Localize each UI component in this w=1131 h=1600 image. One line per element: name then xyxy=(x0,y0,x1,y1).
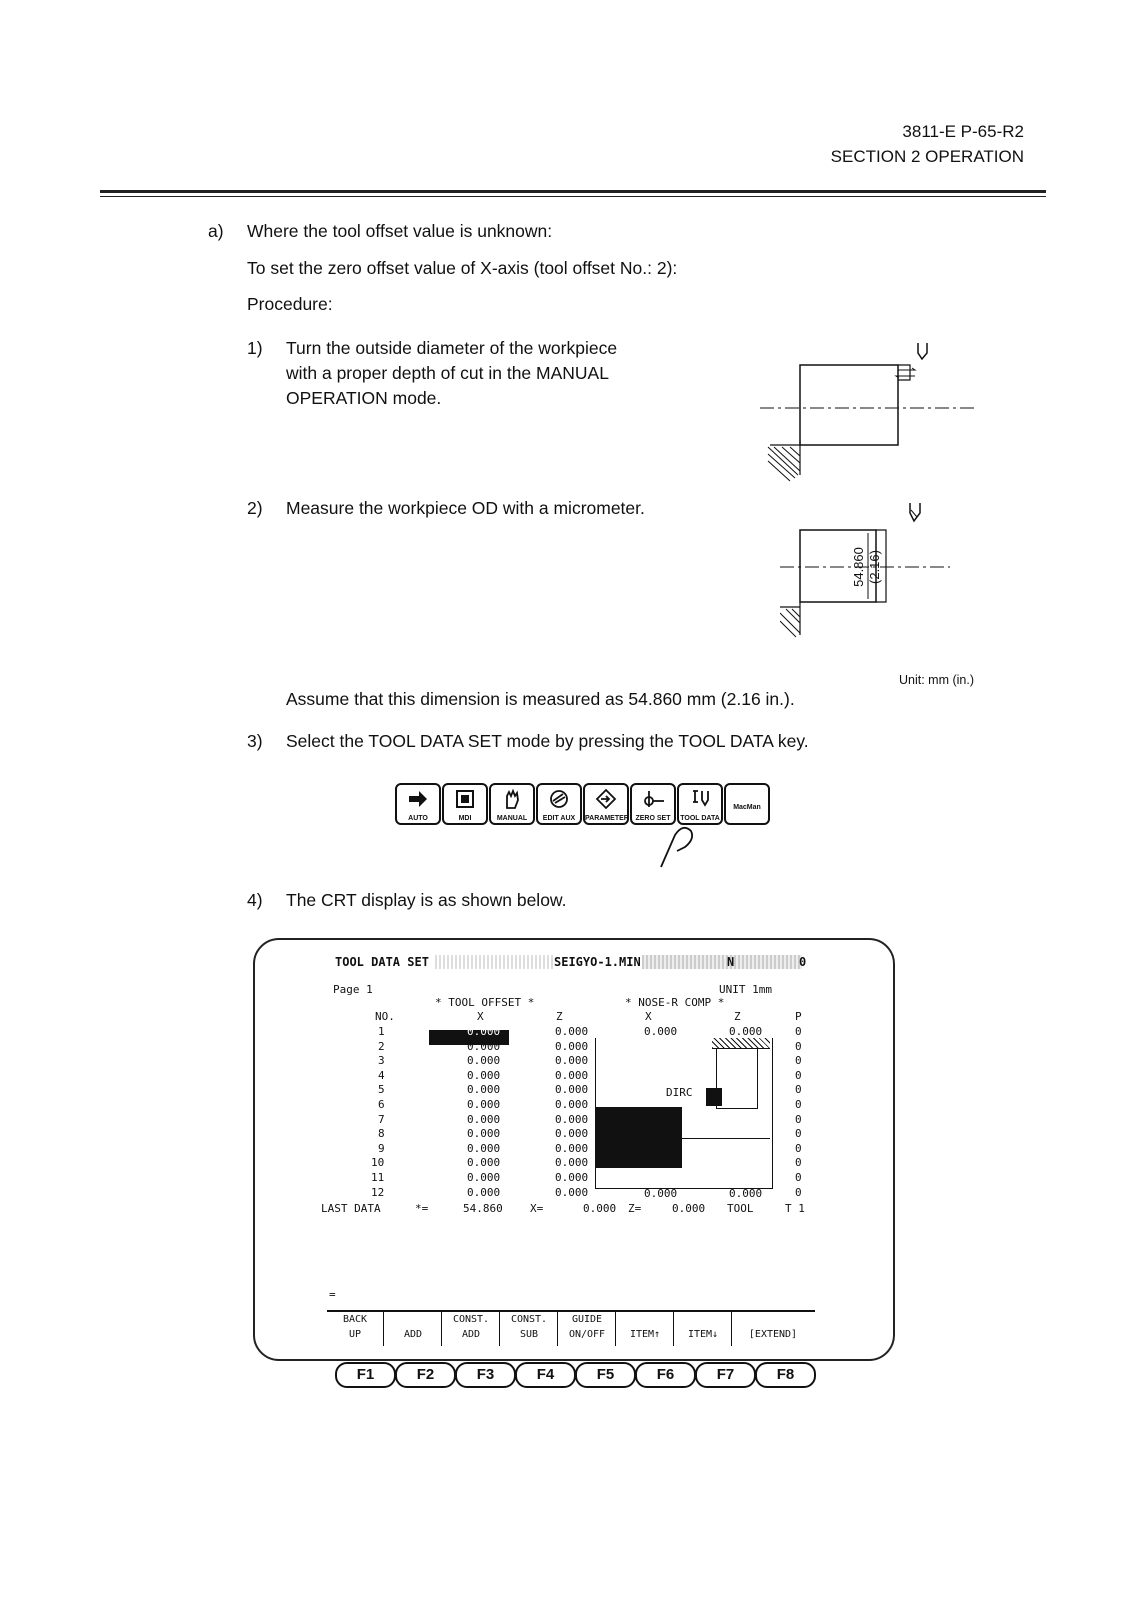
row-p: 0 xyxy=(795,1127,802,1141)
step3-number: 3) xyxy=(247,731,263,751)
row-no: 11 xyxy=(371,1171,385,1184)
nose-x-last: 0.000 xyxy=(644,1187,678,1200)
row-z: 0.000 xyxy=(555,1054,589,1068)
row-p: 0 xyxy=(795,1112,802,1126)
last-z-label: Z= xyxy=(628,1202,642,1215)
softkey-const-add[interactable]: CONST. ADD xyxy=(443,1312,500,1346)
last-data-value: 54.860 xyxy=(463,1202,503,1215)
row-x: 0.000 xyxy=(467,1171,501,1184)
case-line2: To set the zero offset value of X-axis (tool offset No.: 2): xyxy=(247,258,678,278)
tool-data-key[interactable]: TOOL DATA xyxy=(677,783,723,825)
edit-icon xyxy=(548,789,570,809)
row-p: 0 xyxy=(795,1054,802,1068)
row-no: 9 xyxy=(378,1141,385,1155)
row-x: 0.000 xyxy=(467,1039,501,1053)
manual-key[interactable]: MANUAL xyxy=(489,783,535,825)
row-x: 0.000 xyxy=(467,1083,501,1097)
tool-holder xyxy=(716,1048,758,1109)
crt-display xyxy=(253,938,895,1361)
f6-key[interactable]: F6 xyxy=(635,1362,696,1388)
row-z: 0.000 xyxy=(555,1171,589,1184)
nose-z-first: 0.000 xyxy=(729,1025,763,1038)
dim-mm: 54.860 xyxy=(851,547,866,587)
row-p: 0 xyxy=(795,1083,802,1097)
tool-tip xyxy=(706,1088,722,1106)
crt-group-nose: * NOSE-R COMP * xyxy=(625,996,725,1009)
workpiece-block xyxy=(596,1107,682,1168)
nose-z-last: 0.000 xyxy=(729,1187,763,1200)
case-marker: a) xyxy=(208,221,224,241)
parameter-key[interactable]: PARAMETER xyxy=(583,783,629,825)
softkey-bar xyxy=(327,1310,815,1346)
row-no: 12 xyxy=(371,1185,385,1199)
axis-line xyxy=(682,1138,770,1139)
last-data-label: LAST DATA xyxy=(321,1202,381,1215)
row-no: 1 xyxy=(378,1025,385,1038)
unit-note: Unit: mm (in.) xyxy=(899,673,974,687)
row-p: 0 xyxy=(795,1171,802,1184)
crt-title: TOOL DATA SET xyxy=(335,955,429,969)
col-x: X xyxy=(477,1010,484,1023)
zero-set-icon xyxy=(640,789,666,809)
keyboard-icon xyxy=(455,789,475,809)
header-rule xyxy=(100,190,1046,193)
step1-number: 1) xyxy=(247,338,263,358)
last-tool-value: T 1 xyxy=(785,1202,805,1215)
crt-n-value: 0 xyxy=(799,955,807,969)
row-x: 0.000 xyxy=(467,1025,501,1038)
step2-number: 2) xyxy=(247,498,263,518)
row-no: 10 xyxy=(371,1156,385,1170)
turning-figure xyxy=(760,335,980,490)
last-tool-label: TOOL xyxy=(727,1202,754,1215)
measure-figure xyxy=(780,495,980,655)
step2-line1: Measure the workpiece OD with a micrometer. xyxy=(286,498,645,518)
crt-group-offset: * TOOL OFFSET * xyxy=(435,996,535,1009)
row-z: 0.000 xyxy=(555,1141,589,1155)
row-z: 0.000 xyxy=(555,1156,589,1170)
last-data-star: *= xyxy=(415,1202,429,1215)
row-no: 8 xyxy=(378,1127,385,1141)
auto-key[interactable]: AUTO xyxy=(395,783,441,825)
step1-line2: with a proper depth of cut in the MANUAL xyxy=(286,363,609,383)
softkey-item-down[interactable]: ITEM↓ xyxy=(675,1312,732,1346)
nose-x-first: 0.000 xyxy=(644,1025,678,1038)
last-x-value: 0.000 xyxy=(583,1202,617,1215)
f2-key[interactable]: F2 xyxy=(395,1362,456,1388)
case-title: Where the tool offset value is unknown: xyxy=(247,221,553,241)
header-rule-thin xyxy=(100,196,1046,197)
row-z: 0.000 xyxy=(555,1127,589,1141)
softkey-extend[interactable]: [EXTEND] xyxy=(748,1329,798,1340)
macman-key[interactable]: MacMan xyxy=(724,783,770,825)
f3-key[interactable]: F3 xyxy=(455,1362,516,1388)
step4-number: 4) xyxy=(247,890,263,910)
row-z: 0.000 xyxy=(555,1068,589,1082)
row-p: 0 xyxy=(795,1068,802,1082)
hand-icon xyxy=(503,788,521,810)
softkey-const-sub[interactable]: CONST. SUB xyxy=(501,1312,558,1346)
row-p: 0 xyxy=(795,1156,802,1170)
row-p: 0 xyxy=(795,1025,802,1038)
softkey-add[interactable]: ADD xyxy=(385,1312,442,1346)
arrow-right-icon xyxy=(407,789,429,809)
input-cursor[interactable]: = xyxy=(329,1288,336,1301)
row-x: 0.000 xyxy=(467,1127,501,1141)
mdi-key[interactable]: MDI xyxy=(442,783,488,825)
row-z: 0.000 xyxy=(555,1039,589,1053)
zero-set-key[interactable]: ZERO SET xyxy=(630,783,676,825)
row-no: 2 xyxy=(378,1039,385,1053)
softkey-back-up[interactable]: BACK UP xyxy=(327,1312,384,1346)
row-p: 0 xyxy=(795,1141,802,1155)
f8-key[interactable]: F8 xyxy=(755,1362,816,1388)
col-no: NO. xyxy=(375,1010,395,1023)
row-z: 0.000 xyxy=(555,1112,589,1126)
row-x: 0.000 xyxy=(467,1112,501,1126)
dirc-label: DIRC xyxy=(666,1086,693,1099)
crt-n-label: N xyxy=(727,955,735,969)
row-z: 0.000 xyxy=(555,1083,589,1097)
row-z: 0.000 xyxy=(555,1025,589,1038)
row-z: 0.000 xyxy=(555,1185,589,1199)
row-no: 3 xyxy=(378,1054,385,1068)
title-bar-shade xyxy=(435,955,555,969)
last-x-label: X= xyxy=(530,1202,544,1215)
step1-line1: Turn the outside diameter of the workpiece xyxy=(286,338,618,358)
row-x: 0.000 xyxy=(467,1054,501,1068)
step3-line1: Select the TOOL DATA SET mode by pressing the TOOL DATA key. xyxy=(286,731,809,751)
crt-program: SEIGYO-1.MIN xyxy=(554,955,641,969)
row-p: 0 xyxy=(795,1098,802,1111)
assume-text: Assume that this dimension is measured as 54.860 mm (2.16 in.). xyxy=(286,689,795,709)
row-no: 4 xyxy=(378,1068,385,1082)
row-no: 6 xyxy=(378,1098,385,1111)
row-x: 0.000 xyxy=(467,1098,501,1111)
softkey-item-up[interactable]: ITEM↑ xyxy=(617,1312,674,1346)
f4-key[interactable]: F4 xyxy=(515,1362,576,1388)
f7-key[interactable]: F7 xyxy=(695,1362,756,1388)
crt-page: Page 1 xyxy=(333,983,373,996)
case-line3: Procedure: xyxy=(247,294,333,314)
col-p: P xyxy=(795,1010,802,1023)
f5-key[interactable]: F5 xyxy=(575,1362,636,1388)
dim-in: (2.16) xyxy=(867,550,882,584)
softkey-guide[interactable]: GUIDE ON/OFF xyxy=(559,1312,616,1346)
edit-aux-key[interactable]: EDIT AUX xyxy=(536,783,582,825)
row-x: 0.000 xyxy=(467,1185,501,1199)
col-nose-x: X xyxy=(645,1010,652,1023)
row-p: 0 xyxy=(795,1039,802,1053)
guide-graphic xyxy=(595,1038,773,1189)
section-title: SECTION 2 OPERATION xyxy=(830,147,1024,166)
parameter-icon xyxy=(595,788,617,810)
doc-ref: 3811-E P-65-R2 xyxy=(902,122,1024,141)
crt-unit: UNIT 1mm xyxy=(719,983,772,996)
step1-line3: OPERATION mode. xyxy=(286,388,442,408)
row-no: 7 xyxy=(378,1112,385,1126)
last-z-value: 0.000 xyxy=(672,1202,706,1215)
row-no: 5 xyxy=(378,1083,385,1097)
col-z: Z xyxy=(556,1010,563,1023)
step4-line1: The CRT display is as shown below. xyxy=(286,890,567,910)
f1-key[interactable]: F1 xyxy=(335,1362,396,1388)
row-x: 0.000 xyxy=(467,1156,501,1170)
tool-icon xyxy=(689,788,711,810)
row-p: 0 xyxy=(795,1185,802,1199)
press-finger-icon xyxy=(655,821,715,871)
col-nose-z: Z xyxy=(734,1010,741,1023)
row-x: 0.000 xyxy=(467,1141,501,1155)
title-bar-shade-2 xyxy=(642,955,802,969)
row-z: 0.000 xyxy=(555,1098,589,1111)
row-x: 0.000 xyxy=(467,1068,501,1082)
